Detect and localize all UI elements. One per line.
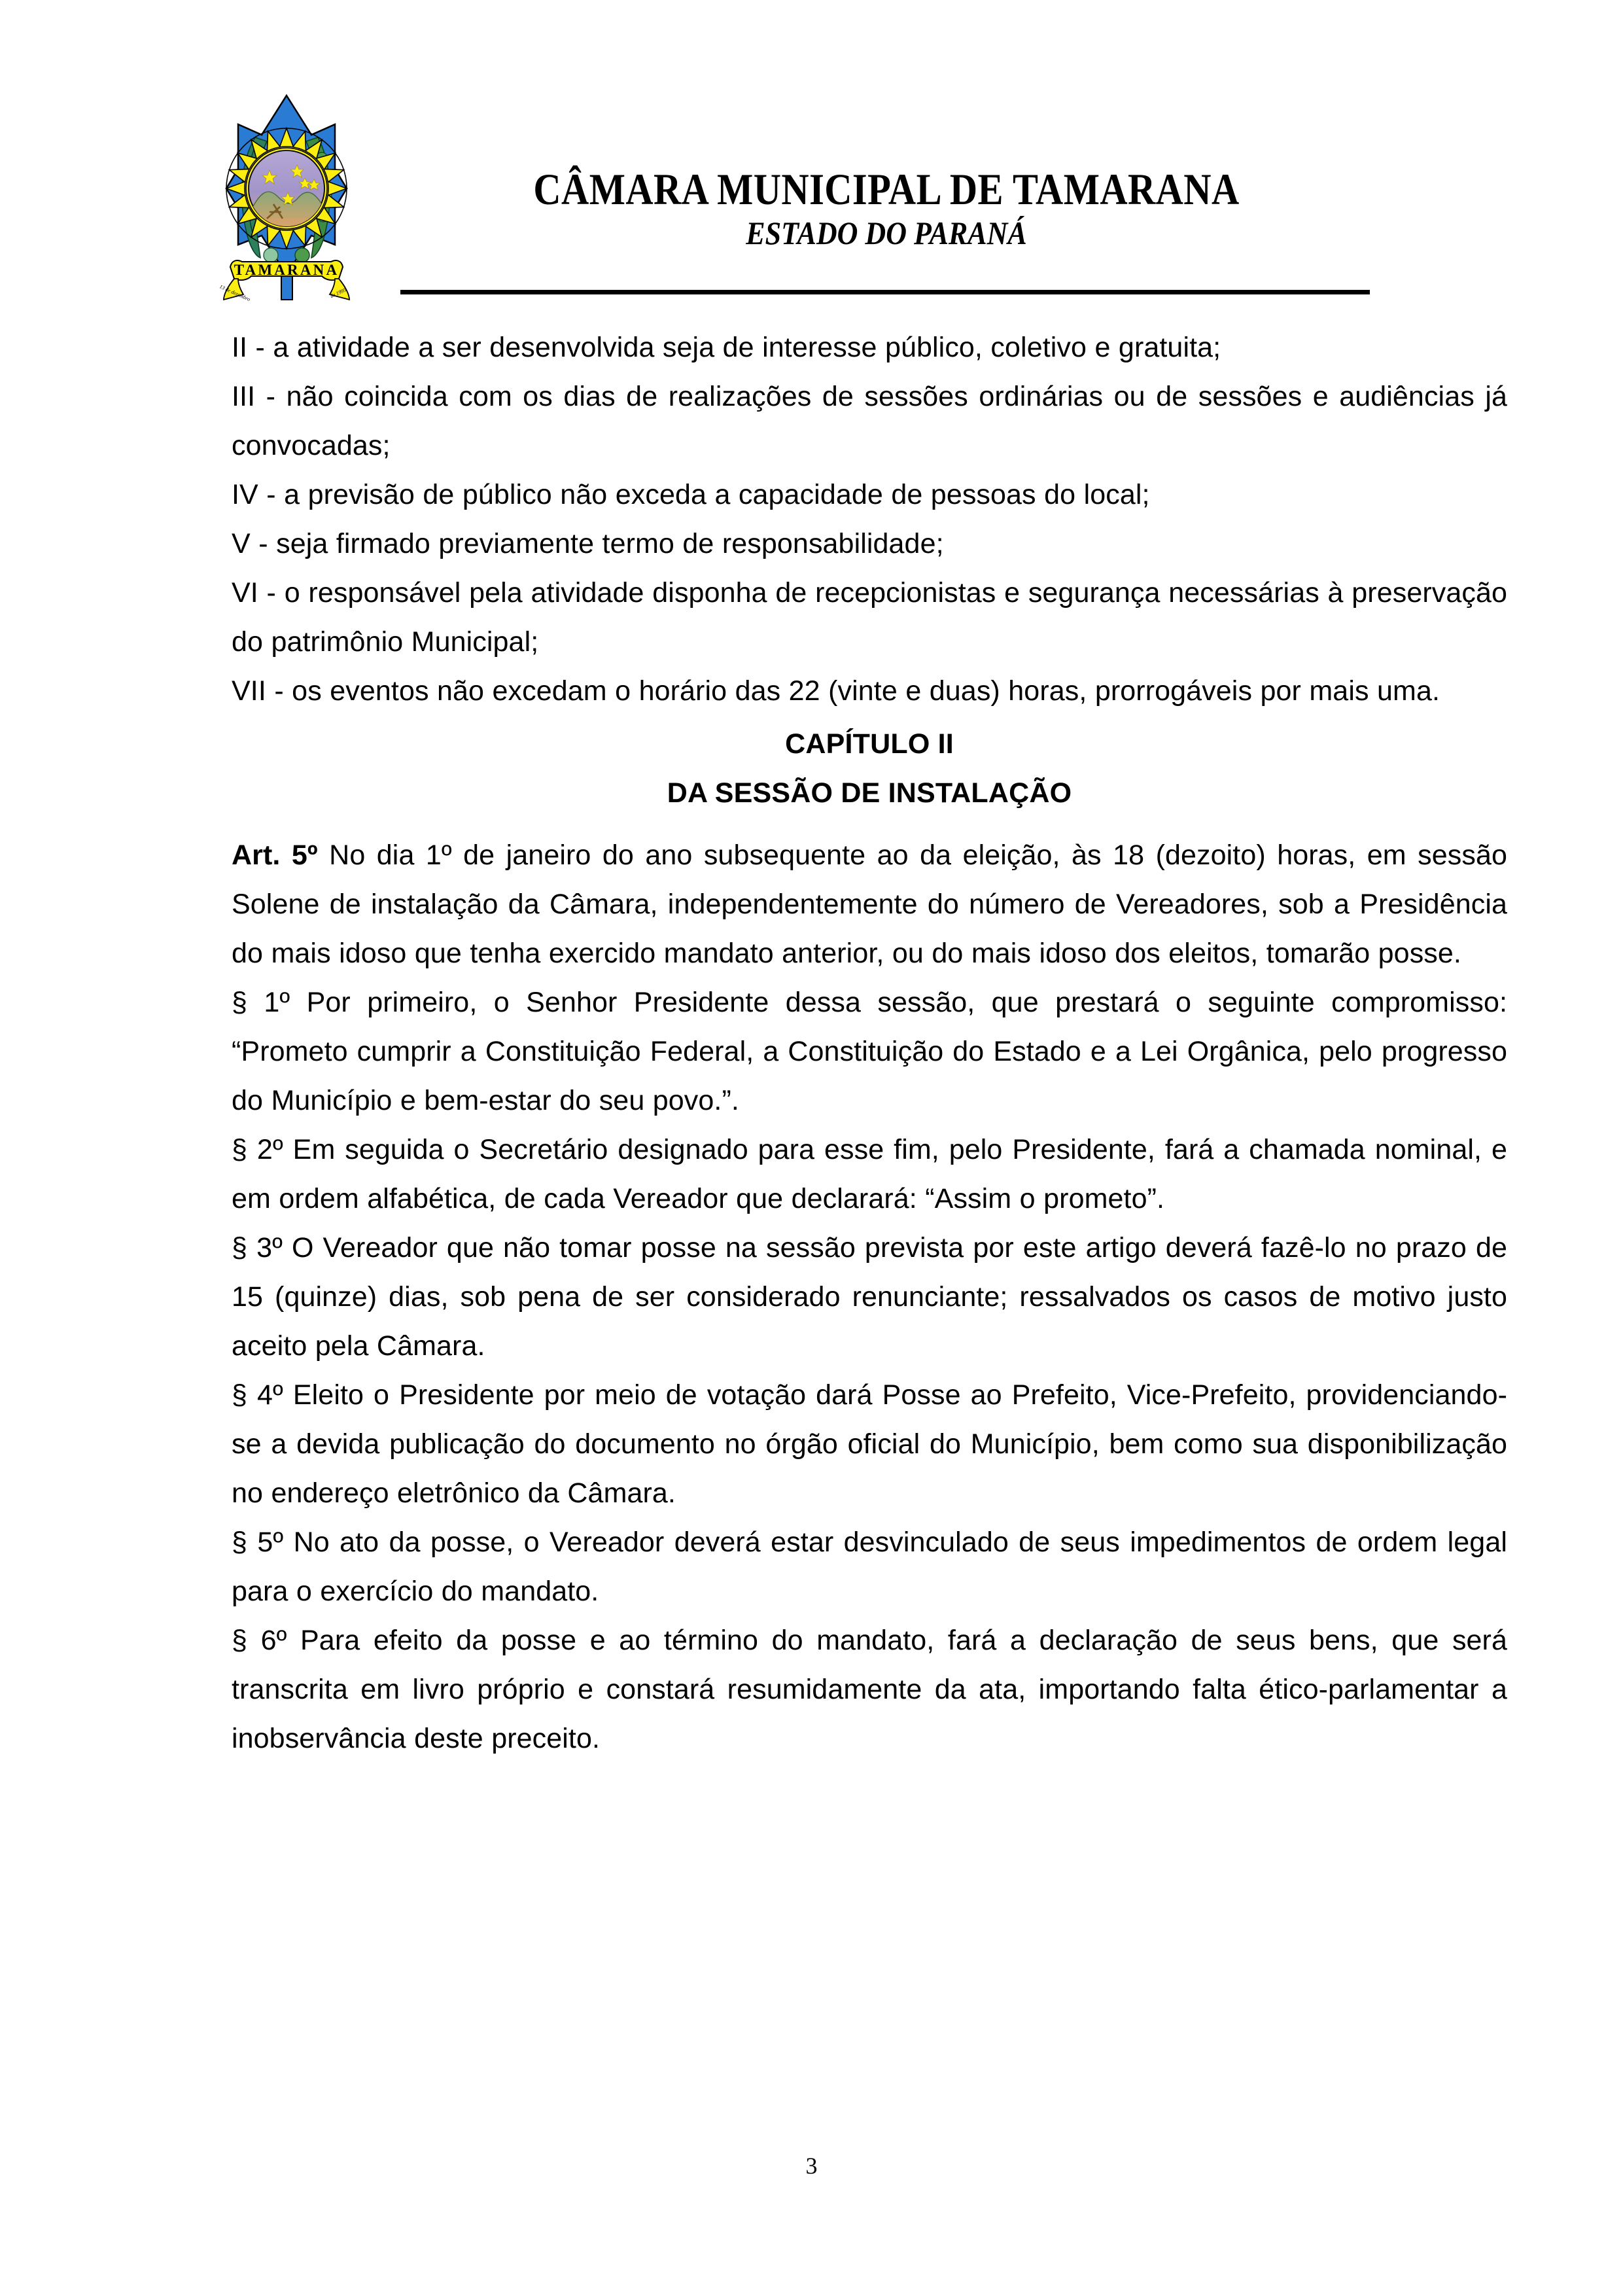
item-vi: VI - o responsável pela atividade disponha de recepcionistas e segurança necessárias à preservação do patrimônio Municipal; — [232, 577, 1507, 658]
paragraph-4: § 4º Eleito o Presidente por meio de votação dará Posse ao Prefeito, Vice-Prefeito, providenciando-se a devida publicação do documento no órgão oficial do Município, bem como sua disponibilização no endereço eletrônico da Câmara. — [232, 1379, 1507, 1509]
page-subtitle: ESTADO DO PARANÁ — [746, 215, 1027, 252]
header-divider — [400, 290, 1370, 294]
item-ii: II - a atividade a ser desenvolvida seja de interesse público, coletivo e gratuita; — [232, 332, 1221, 363]
document-body — [232, 323, 1507, 1763]
article-5 — [232, 831, 1507, 978]
emblem-banner-text: TAMARANA — [234, 262, 340, 278]
chapter-number: CAPÍTULO II — [785, 728, 954, 760]
paragraph-1: § 1º Por primeiro, o Senhor Presidente dessa sessão, que prestará o seguinte compromisso: “Prometo cumprir a Constituição Federal, a Constituição do Estado e a Lei Orgânica, pelo progresso do Município e bem-estar do seu povo.”. — [232, 987, 1507, 1116]
item-v: V - seja firmado previamente termo de responsabilidade; — [232, 528, 944, 559]
paragraph-3: § 3º O Vereador que não tomar posse na sessão prevista por este artigo deverá fazê-lo no prazo de 15 (quinze) dias, sob pena de ser considerado renunciante; ressalvados os casos de motivo justo aceito pela Câmara. — [232, 1232, 1507, 1362]
paragraph-2: § 2º Em seguida o Secretário designado para esse fim, pelo Presidente, fará a chamada nominal, e em ordem alfabética, de cada Vereador que declarará: “Assim o prometo”. — [232, 1134, 1507, 1214]
emblem-ribbon-left-text: 13 de dezembro — [218, 283, 251, 303]
page-title: CÂMARA MUNICIPAL DE TAMARANA — [533, 164, 1240, 214]
spacer — [232, 822, 1507, 831]
page-number: 3 — [805, 2153, 818, 2179]
item-iv: IV - a previsão de público não exceda a capacidade de pessoas do local; — [232, 479, 1150, 510]
item-iii: III - não coincida com os dias de realizações de sessões ordinárias ou de sessões e audiências já convocadas; — [232, 381, 1507, 461]
item-vii: VII - os eventos não excedam o horário das 22 (vinte e duas) horas, prorrogáveis por mais uma. — [232, 675, 1440, 707]
chapter-heading — [232, 720, 1507, 818]
article-label: Art. 5º — [232, 839, 318, 871]
chapter-title: DA SESSÃO DE INSTALAÇÃO — [667, 777, 1072, 809]
emblem-ribbon-right-text: de 1995 — [329, 287, 347, 300]
header-title-block — [399, 164, 1374, 252]
brasao-tamarana-icon — [204, 90, 369, 306]
paragraph-5: § 5º No ato da posse, o Vereador deverá estar desvinculado de seus impedimentos de ordem legal para o exercício do mandato. — [232, 1527, 1507, 1607]
document-header — [0, 0, 1623, 308]
article-text: No dia 1º de janeiro do ano subsequente ao da eleição, às 18 (dezoito) horas, em sessão Solene de instalação da Câmara, independentemente do número de Vereadores, sob a Presidência do mais idoso que tenha exercido mandato anterior, ou do mais idoso dos eleitos, tomarão posse. — [232, 839, 1507, 969]
paragraph-6: § 6º Para efeito da posse e ao término do mandato, fará a declaração de seus bens, que será transcrita em livro próprio e constará resumidamente da ata, importando falta ético-parlamentar a inobservância deste preceito. — [232, 1625, 1507, 1754]
